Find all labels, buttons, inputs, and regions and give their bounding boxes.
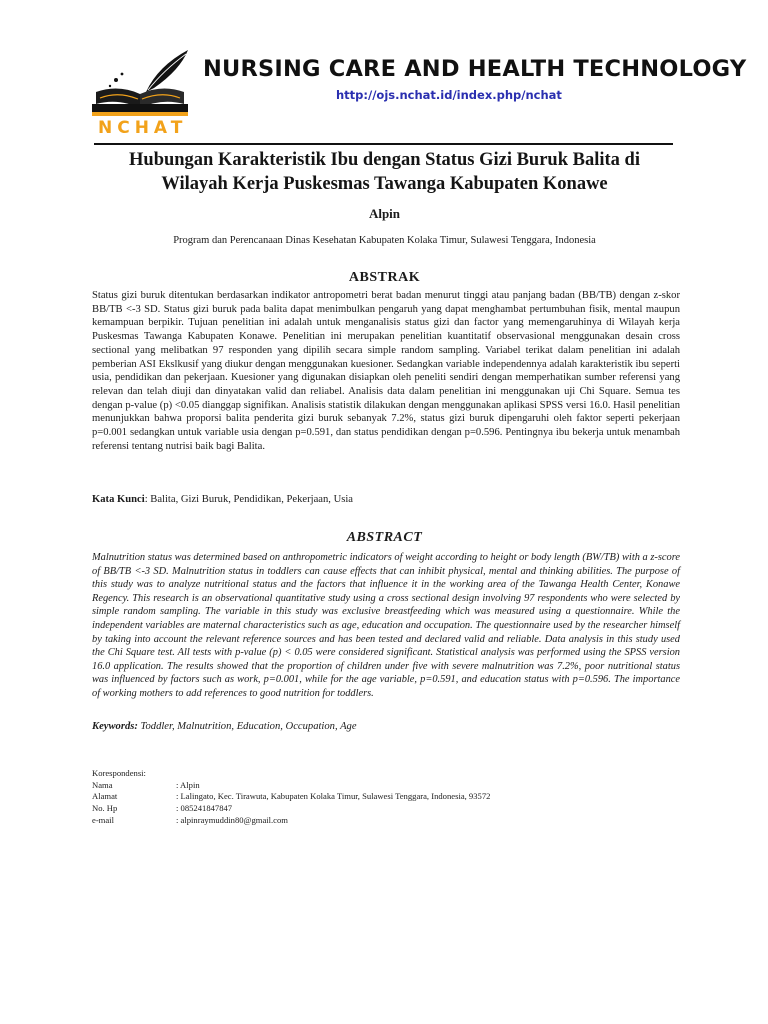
abstract-heading: ABSTRACT — [346, 530, 423, 545]
correspondence-label: Nama — [92, 779, 113, 790]
journal-url-link[interactable]: http://ojs.nchat.id/index.php/nchat — [336, 88, 562, 102]
logo-text: NCHAT — [98, 118, 188, 138]
correspondence-row — [92, 780, 612, 792]
correspondence-row — [92, 803, 612, 815]
correspondence-value: : Alpin — [176, 779, 200, 790]
kata-kunci-values: : Balita, Gizi Buruk, Pendidikan, Pekerjaan, Usia — [144, 494, 353, 505]
kata-kunci — [92, 494, 680, 505]
correspondence-label: Alamat — [92, 791, 118, 802]
author-name: Alpin — [368, 206, 401, 221]
title-line-2: Wilayah Kerja Puskesmas Tawanga Kabupaten Konawe — [161, 174, 608, 194]
correspondence-label: e-mail — [92, 814, 114, 825]
abstract-body: Malnutrition status was determined based on anthropometric indicators of weight according to height or body length (BW/TB) with a z-score of BB/TB <-3 SD. Malnutrition status in toddlers can cause effects that can inhibit physical, mental and thinking abilities. The purpose of this study was to analyze nutritional status and the factors that influence it in the working area of the Tawanga Health Center, Konawe Regency. This research is an observational quantitative study using a cross sectional design involving 97 respondents who were selected by simple random sampling. The variable in this study was exclusive breastfeeding which was measured using a questionnaire. While the independent variables are maternal characteristics such as age, education and occupation. The questionnaire used by the researcher himself by taking into account the relevant reference sources and has been tested and declared valid and reliable. Data analysis in this study used the Chi Square test. All tests with p-value (p) < 0.05 were considered significant. Statistical analysis was performed using the SPSS version 16.0 application. The results showed that the proportion of children under five with severe malnutrition was 7.2%, poor nutritional status was influenced by factors such as work, p=0.001, while for the age variable, p=0.591, and education status with p=0.596. The importance of working mothers to add references to good nutrition for toddlers. — [92, 552, 680, 699]
correspondence-heading: Korespondensi: — [92, 768, 146, 778]
abstrak-heading: ABSTRAK — [348, 270, 421, 285]
author-affiliation: Program dan Perencanaan Dinas Kesehatan Kabupaten Kolaka Timur, Sulawesi Tenggara, Indonesia — [173, 235, 596, 246]
correspondence-block — [92, 768, 612, 827]
correspondence-row — [92, 815, 612, 827]
keywords-values: Toddler, Malnutrition, Education, Occupation, Age — [137, 721, 357, 732]
keywords-label: Keywords: — [92, 721, 138, 732]
journal-name: NURSING CARE AND HEALTH TECHNOLOGY — [203, 56, 747, 82]
abstrak-body: Status gizi buruk ditentukan berdasarkan indikator antropometri berat badan menurut tinggi atau panjang badan (BB/TB) dengan z-skor BB/TB <-3 SD. Status gizi buruk pada balita dapat menimbulkan pengaruh yang dapat menghambat pertumbuhan fisik, mental maupun kemampuan berpikir. Tujuan penelitian ini adalah untuk menganalisis status gizi dan factor yang memengaruhinya di Wilayah kerja Puskesmas Tawanga Kabupaten Konawe. Penelitian ini merupakan penelitian kuantitatif observasional menggunakan desain cross sectional yang melibatkan 97 responden yang dipilih secara simple random sampling. Variabel terikat dalam penelitian ini adalah pemberian ASI Ekslkusif yang diukur dengan menggunakan kuesioner. Sedangkan variable independennya adalah karakteristik ibu seperti usia, pendidikan dan pekerjaan. Kuesioner yang digunakan disiapkan oleh peneliti sendiri dengan memperhatikan sumber referensi yang relevan dan telah diuji dan dinyatakan valid dan reliabel. Analisis data dalam penelitian ini menggunakan uji Chi Square. Semua tes dengan p-value (p) <0.05 dianggap signifikan. Analisis statistik dilakukan dengan menggunakan aplikasi SPSS versi 16.0. Hasil penelitian menunjukkan bahwa proporsi balita penderita gizi buruk sebanyak 7.2%, status gizi buruk dipengaruhi oleh faktor seperti pekerjaan p=0.001 sedangkan untuk variable usia dengan p=0.591, dan status pendidikan dengan p=0.596. Pentingnya ibu bekerja untuk menambah referensi tentang nutrisi baik bagi Balita. — [92, 290, 680, 452]
correspondence-label: No. Hp — [92, 803, 118, 814]
email-link[interactable]: : alpinraymuddin80@gmail.com — [176, 814, 288, 825]
kata-kunci-label: Kata Kunci — [92, 494, 145, 505]
correspondence-row — [92, 791, 612, 803]
correspondence-value: : Lalingato, Kec. Tirawuta, Kabupaten Kolaka Timur, Sulawesi Tenggara, Indonesia, 93572 — [176, 791, 491, 802]
article-title — [92, 148, 677, 196]
keywords — [92, 721, 680, 732]
correspondence-value: : 085241847847 — [176, 803, 233, 814]
title-line-1: Hubungan Karakteristik Ibu dengan Status Gizi Buruk Balita di — [129, 150, 640, 170]
header-divider — [94, 143, 673, 145]
